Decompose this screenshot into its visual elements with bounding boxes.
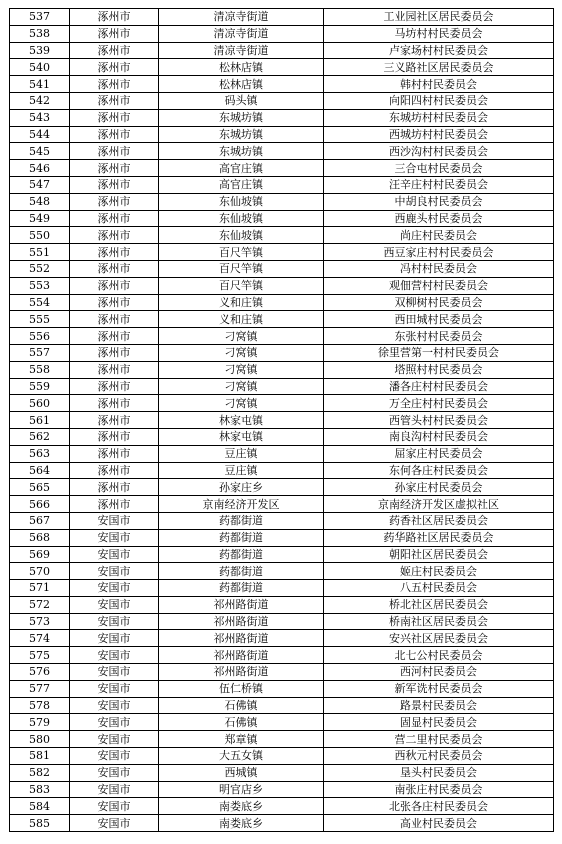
table-row <box>10 697 554 714</box>
committee-name-cell: 韩村村民委员会 <box>324 76 554 93</box>
table-row <box>10 109 554 126</box>
township-cell: 石佛镇 <box>159 697 324 714</box>
committee-name-cell: 药华路社区居民委员会 <box>324 529 554 546</box>
committee-name-cell: 三合屯村民委员会 <box>324 160 554 177</box>
table-row <box>10 529 554 546</box>
committee-name-cell: 西沙沟村村民委员会 <box>324 143 554 160</box>
committee-name-cell: 西鹿头村民委员会 <box>324 210 554 227</box>
township-cell: 药都街道 <box>159 512 324 529</box>
city-cell: 涿州市 <box>70 344 159 361</box>
committee-name-cell: 京南经济开发区虚拟社区 <box>324 496 554 513</box>
township-cell: 药都街道 <box>159 563 324 580</box>
table-row <box>10 76 554 93</box>
table-row <box>10 294 554 311</box>
row-number-cell: 582 <box>10 764 70 781</box>
row-number-cell: 570 <box>10 563 70 580</box>
table-row <box>10 613 554 630</box>
committee-name-cell: 工业园社区居民委员会 <box>324 9 554 26</box>
township-cell: 祁州路街道 <box>159 613 324 630</box>
committee-name-cell: 药香社区居民委员会 <box>324 512 554 529</box>
row-number-cell: 565 <box>10 479 70 496</box>
row-number-cell: 542 <box>10 92 70 109</box>
table-row <box>10 680 554 697</box>
city-cell: 涿州市 <box>70 445 159 462</box>
table-row <box>10 344 554 361</box>
township-cell: 药都街道 <box>159 580 324 597</box>
row-number-cell: 547 <box>10 176 70 193</box>
table-row <box>10 378 554 395</box>
committee-name-cell: 徐里营第一村村民委员会 <box>324 344 554 361</box>
row-number-cell: 552 <box>10 260 70 277</box>
committee-name-cell: 安兴社区居民委员会 <box>324 630 554 647</box>
township-cell: 大五女镇 <box>159 748 324 765</box>
row-number-cell: 553 <box>10 277 70 294</box>
row-number-cell: 551 <box>10 244 70 261</box>
township-cell: 码头镇 <box>159 92 324 109</box>
table-row <box>10 445 554 462</box>
city-cell: 涿州市 <box>70 395 159 412</box>
committee-name-cell: 北七公村民委员会 <box>324 647 554 664</box>
row-number-cell: 568 <box>10 529 70 546</box>
committee-name-cell: 双柳树村民委员会 <box>324 294 554 311</box>
row-number-cell: 585 <box>10 815 70 832</box>
committee-name-cell: 营二里村民委员会 <box>324 731 554 748</box>
row-number-cell: 567 <box>10 512 70 529</box>
city-cell: 涿州市 <box>70 143 159 160</box>
row-number-cell: 546 <box>10 160 70 177</box>
table-body <box>10 9 554 832</box>
city-cell: 安国市 <box>70 714 159 731</box>
city-cell: 涿州市 <box>70 496 159 513</box>
city-cell: 安国市 <box>70 748 159 765</box>
row-number-cell: 571 <box>10 580 70 597</box>
committee-name-cell: 冯村村民委员会 <box>324 260 554 277</box>
row-number-cell: 560 <box>10 395 70 412</box>
row-number-cell: 545 <box>10 143 70 160</box>
row-number-cell: 575 <box>10 647 70 664</box>
township-cell: 祁州路街道 <box>159 647 324 664</box>
table-row <box>10 395 554 412</box>
row-number-cell: 578 <box>10 697 70 714</box>
city-cell: 安国市 <box>70 798 159 815</box>
township-cell: 药都街道 <box>159 546 324 563</box>
committee-name-cell: 路景村民委员会 <box>324 697 554 714</box>
township-cell: 义和庄镇 <box>159 294 324 311</box>
row-number-cell: 548 <box>10 193 70 210</box>
city-cell: 涿州市 <box>70 160 159 177</box>
township-cell: 义和庄镇 <box>159 311 324 328</box>
row-number-cell: 583 <box>10 781 70 798</box>
city-cell: 安国市 <box>70 815 159 832</box>
committee-name-cell: 固显村民委员会 <box>324 714 554 731</box>
township-cell: 东仙坡镇 <box>159 193 324 210</box>
row-number-cell: 554 <box>10 294 70 311</box>
township-cell: 百尺竿镇 <box>159 277 324 294</box>
city-cell: 安国市 <box>70 781 159 798</box>
committee-name-cell: 新军诜村民委员会 <box>324 680 554 697</box>
city-cell: 安国市 <box>70 647 159 664</box>
table-row <box>10 580 554 597</box>
table-row <box>10 193 554 210</box>
table-row <box>10 59 554 76</box>
city-cell: 涿州市 <box>70 9 159 26</box>
township-cell: 明官店乡 <box>159 781 324 798</box>
city-cell: 安国市 <box>70 731 159 748</box>
table-row <box>10 462 554 479</box>
row-number-cell: 544 <box>10 126 70 143</box>
township-cell: 祁州路街道 <box>159 596 324 613</box>
table-row <box>10 412 554 429</box>
city-cell: 安国市 <box>70 596 159 613</box>
table-row <box>10 647 554 664</box>
city-cell: 涿州市 <box>70 294 159 311</box>
row-number-cell: 564 <box>10 462 70 479</box>
township-cell: 石佛镇 <box>159 714 324 731</box>
city-cell: 涿州市 <box>70 462 159 479</box>
committee-name-cell: 中胡良村民委员会 <box>324 193 554 210</box>
table-row <box>10 664 554 681</box>
city-cell: 涿州市 <box>70 25 159 42</box>
table-row <box>10 546 554 563</box>
township-cell: 刁窝镇 <box>159 361 324 378</box>
city-cell: 涿州市 <box>70 479 159 496</box>
table-row <box>10 176 554 193</box>
township-cell: 东仙坡镇 <box>159 227 324 244</box>
committee-name-cell: 东何各庄村民委员会 <box>324 462 554 479</box>
table-row <box>10 260 554 277</box>
row-number-cell: 543 <box>10 109 70 126</box>
township-cell: 东城坊镇 <box>159 126 324 143</box>
table-row <box>10 764 554 781</box>
city-cell: 涿州市 <box>70 378 159 395</box>
committee-name-cell: 朝阳社区居民委员会 <box>324 546 554 563</box>
city-cell: 安国市 <box>70 546 159 563</box>
city-cell: 安国市 <box>70 697 159 714</box>
city-cell: 安国市 <box>70 764 159 781</box>
city-cell: 涿州市 <box>70 428 159 445</box>
township-cell: 南娄底乡 <box>159 798 324 815</box>
table-row <box>10 143 554 160</box>
township-cell: 刁窝镇 <box>159 344 324 361</box>
city-cell: 安国市 <box>70 613 159 630</box>
committee-name-cell: 西豆家庄村村民委员会 <box>324 244 554 261</box>
city-cell: 涿州市 <box>70 210 159 227</box>
row-number-cell: 579 <box>10 714 70 731</box>
township-cell: 豆庄镇 <box>159 462 324 479</box>
row-number-cell: 563 <box>10 445 70 462</box>
row-number-cell: 559 <box>10 378 70 395</box>
table-row <box>10 512 554 529</box>
township-cell: 清凉寺街道 <box>159 9 324 26</box>
committee-name-cell: 汪辛庄村村民委员会 <box>324 176 554 193</box>
committee-name-cell: 孙家庄村民委员会 <box>324 479 554 496</box>
committee-name-cell: 西管头村村民委员会 <box>324 412 554 429</box>
committee-name-cell: 东城坊村村民委员会 <box>324 109 554 126</box>
township-cell: 东城坊镇 <box>159 109 324 126</box>
committee-name-cell: 桥北社区居民委员会 <box>324 596 554 613</box>
committee-name-cell: 潘各庄村村民委员会 <box>324 378 554 395</box>
committee-name-cell: 向阳四村村民委员会 <box>324 92 554 109</box>
township-cell: 林家屯镇 <box>159 428 324 445</box>
township-cell: 刁窝镇 <box>159 378 324 395</box>
township-cell: 清凉寺街道 <box>159 25 324 42</box>
city-cell: 涿州市 <box>70 42 159 59</box>
village-committee-table <box>9 8 554 832</box>
table-row <box>10 630 554 647</box>
city-cell: 涿州市 <box>70 59 159 76</box>
table-row <box>10 92 554 109</box>
committee-name-cell: 南良沟村村民委员会 <box>324 428 554 445</box>
table-row <box>10 328 554 345</box>
committee-name-cell: 塔照村村民委员会 <box>324 361 554 378</box>
city-cell: 涿州市 <box>70 412 159 429</box>
township-cell: 药都街道 <box>159 529 324 546</box>
city-cell: 涿州市 <box>70 260 159 277</box>
row-number-cell: 569 <box>10 546 70 563</box>
committee-name-cell: 屈家庄村民委员会 <box>324 445 554 462</box>
city-cell: 安国市 <box>70 563 159 580</box>
committee-name-cell: 八五村民委员会 <box>324 580 554 597</box>
township-cell: 京南经济开发区 <box>159 496 324 513</box>
row-number-cell: 539 <box>10 42 70 59</box>
city-cell: 涿州市 <box>70 126 159 143</box>
table-row <box>10 9 554 26</box>
table-row <box>10 748 554 765</box>
committee-name-cell: 高业村民委员会 <box>324 815 554 832</box>
city-cell: 安国市 <box>70 664 159 681</box>
row-number-cell: 541 <box>10 76 70 93</box>
city-cell: 涿州市 <box>70 277 159 294</box>
row-number-cell: 584 <box>10 798 70 815</box>
committee-name-cell: 垦头村民委员会 <box>324 764 554 781</box>
city-cell: 涿州市 <box>70 176 159 193</box>
table-row <box>10 815 554 832</box>
committee-name-cell: 万全庄村村民委员会 <box>324 395 554 412</box>
township-cell: 百尺竿镇 <box>159 244 324 261</box>
township-cell: 东仙坡镇 <box>159 210 324 227</box>
table-row <box>10 227 554 244</box>
city-cell: 涿州市 <box>70 328 159 345</box>
township-cell: 高官庄镇 <box>159 160 324 177</box>
committee-name-cell: 西田城村民委员会 <box>324 311 554 328</box>
township-cell: 松林店镇 <box>159 76 324 93</box>
row-number-cell: 573 <box>10 613 70 630</box>
township-cell: 祁州路街道 <box>159 664 324 681</box>
table-row <box>10 781 554 798</box>
committee-name-cell: 西秋元村民委员会 <box>324 748 554 765</box>
city-cell: 涿州市 <box>70 311 159 328</box>
committee-name-cell: 东张村村民委员会 <box>324 328 554 345</box>
city-cell: 安国市 <box>70 630 159 647</box>
table-row <box>10 496 554 513</box>
row-number-cell: 550 <box>10 227 70 244</box>
township-cell: 刁窝镇 <box>159 328 324 345</box>
committee-name-cell: 姬庄村民委员会 <box>324 563 554 580</box>
city-cell: 涿州市 <box>70 76 159 93</box>
committee-name-cell: 桥南社区居民委员会 <box>324 613 554 630</box>
city-cell: 安国市 <box>70 680 159 697</box>
city-cell: 涿州市 <box>70 92 159 109</box>
table-row <box>10 361 554 378</box>
township-cell: 林家屯镇 <box>159 412 324 429</box>
township-cell: 百尺竿镇 <box>159 260 324 277</box>
township-cell: 清凉寺街道 <box>159 42 324 59</box>
committee-name-cell: 卢家场村村民委员会 <box>324 42 554 59</box>
row-number-cell: 577 <box>10 680 70 697</box>
committee-name-cell: 观佃营村村民委员会 <box>324 277 554 294</box>
row-number-cell: 555 <box>10 311 70 328</box>
city-cell: 涿州市 <box>70 227 159 244</box>
table-row <box>10 563 554 580</box>
city-cell: 涿州市 <box>70 109 159 126</box>
committee-name-cell: 西城坊村村民委员会 <box>324 126 554 143</box>
committee-name-cell: 西河村民委员会 <box>324 664 554 681</box>
row-number-cell: 561 <box>10 412 70 429</box>
committee-name-cell: 三义路社区居民委员会 <box>324 59 554 76</box>
city-cell: 涿州市 <box>70 244 159 261</box>
table-row <box>10 479 554 496</box>
row-number-cell: 558 <box>10 361 70 378</box>
table-row <box>10 160 554 177</box>
city-cell: 涿州市 <box>70 361 159 378</box>
row-number-cell: 549 <box>10 210 70 227</box>
row-number-cell: 537 <box>10 9 70 26</box>
row-number-cell: 562 <box>10 428 70 445</box>
row-number-cell: 557 <box>10 344 70 361</box>
city-cell: 安国市 <box>70 512 159 529</box>
township-cell: 伍仁桥镇 <box>159 680 324 697</box>
row-number-cell: 566 <box>10 496 70 513</box>
table-row <box>10 714 554 731</box>
table-row <box>10 311 554 328</box>
table-row <box>10 244 554 261</box>
township-cell: 祁州路街道 <box>159 630 324 647</box>
table-row <box>10 428 554 445</box>
city-cell: 安国市 <box>70 529 159 546</box>
committee-name-cell: 北张各庄村民委员会 <box>324 798 554 815</box>
township-cell: 南娄底乡 <box>159 815 324 832</box>
table-row <box>10 277 554 294</box>
township-cell: 刁窝镇 <box>159 395 324 412</box>
township-cell: 松林店镇 <box>159 59 324 76</box>
table-row <box>10 210 554 227</box>
row-number-cell: 538 <box>10 25 70 42</box>
township-cell: 孙家庄乡 <box>159 479 324 496</box>
township-cell: 高官庄镇 <box>159 176 324 193</box>
row-number-cell: 540 <box>10 59 70 76</box>
row-number-cell: 581 <box>10 748 70 765</box>
table-row <box>10 596 554 613</box>
committee-name-cell: 尚庄村民委员会 <box>324 227 554 244</box>
table-row <box>10 731 554 748</box>
township-cell: 郑章镇 <box>159 731 324 748</box>
row-number-cell: 574 <box>10 630 70 647</box>
row-number-cell: 556 <box>10 328 70 345</box>
committee-name-cell: 南张庄村民委员会 <box>324 781 554 798</box>
city-cell: 安国市 <box>70 580 159 597</box>
table-row <box>10 126 554 143</box>
row-number-cell: 580 <box>10 731 70 748</box>
city-cell: 涿州市 <box>70 193 159 210</box>
table-row <box>10 798 554 815</box>
table-row <box>10 25 554 42</box>
township-cell: 豆庄镇 <box>159 445 324 462</box>
row-number-cell: 576 <box>10 664 70 681</box>
committee-name-cell: 马坊村村民委员会 <box>324 25 554 42</box>
table-row <box>10 42 554 59</box>
row-number-cell: 572 <box>10 596 70 613</box>
township-cell: 东城坊镇 <box>159 143 324 160</box>
township-cell: 西城镇 <box>159 764 324 781</box>
